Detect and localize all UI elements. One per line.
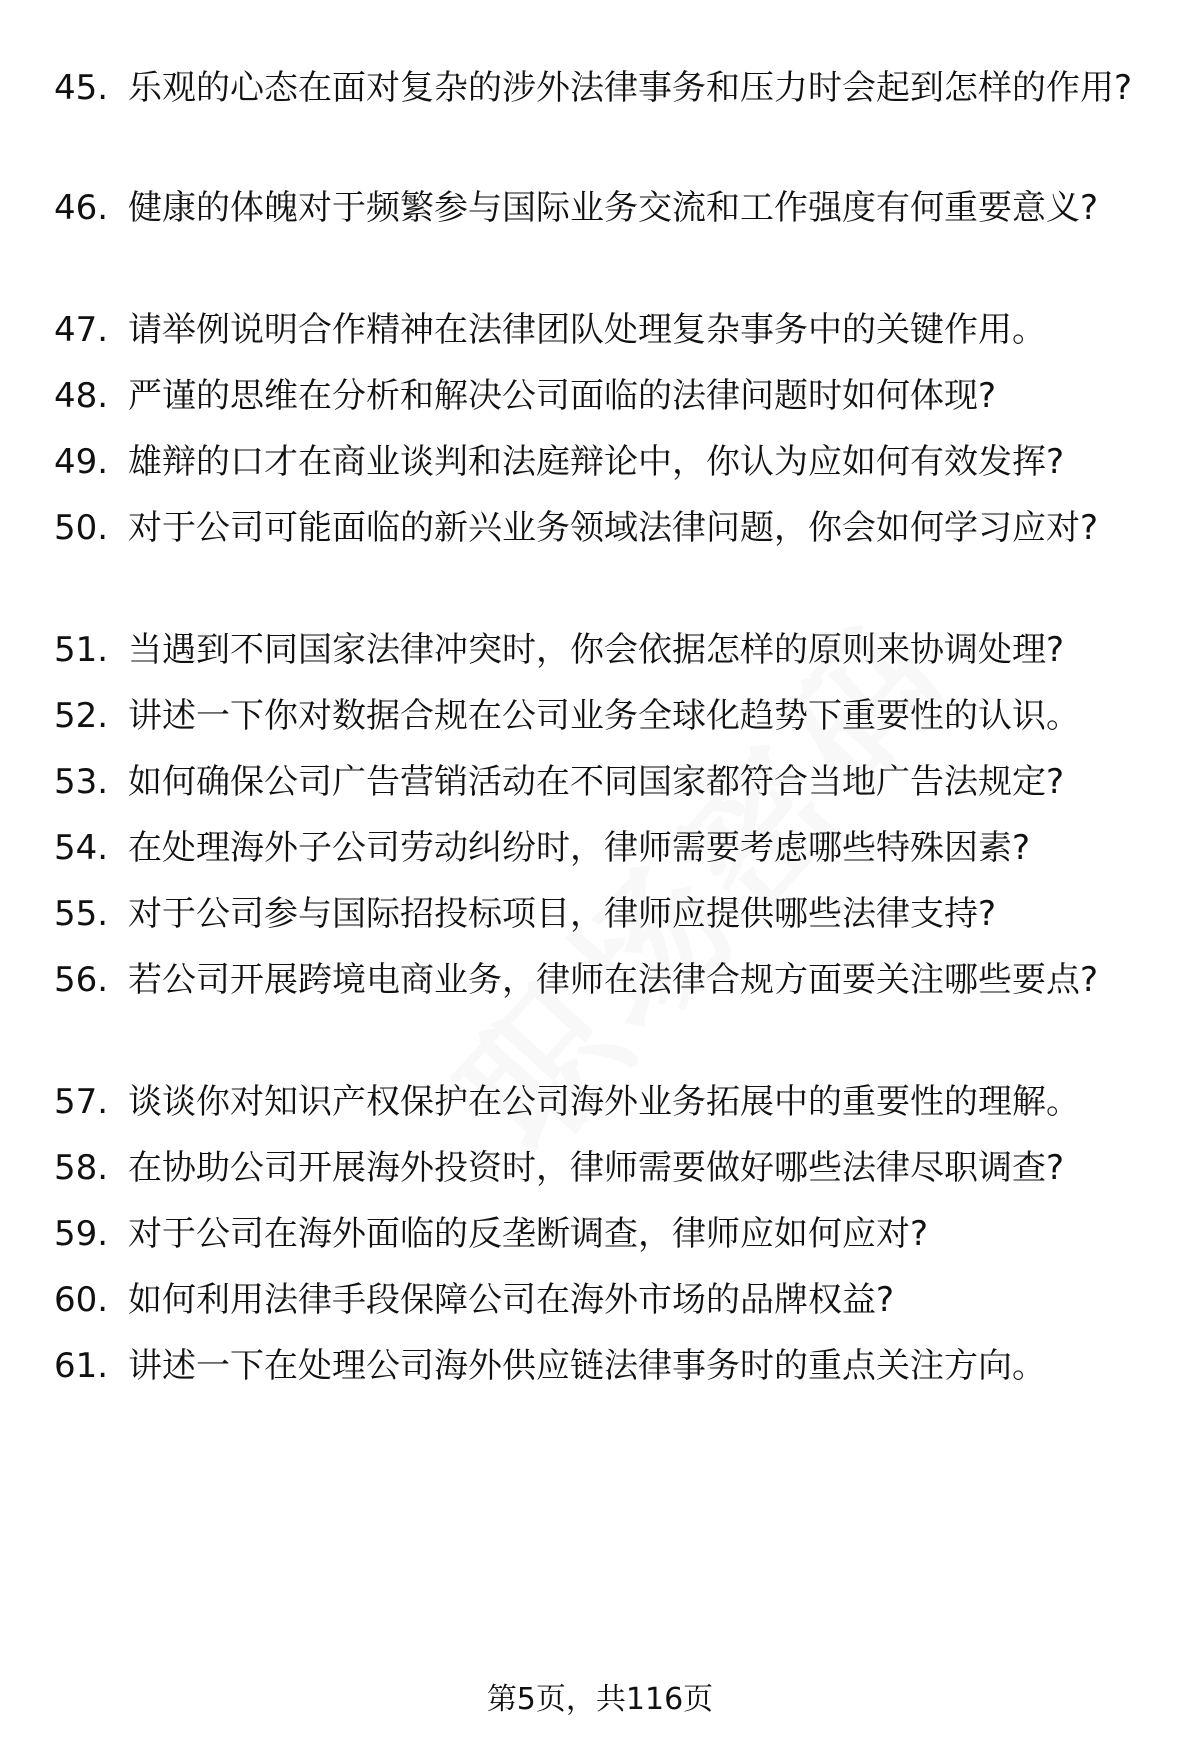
question-number: 57. [54, 1082, 109, 1122]
question-text: 乐观的心态在面对复杂的涉外法律事务和压力时会起到怎样的作用? [128, 68, 1133, 108]
question-number: 59. [54, 1214, 109, 1254]
question-number: 45. [54, 68, 109, 108]
question-text: 严谨的思维在分析和解决公司面临的法律问题时如何体现? [128, 376, 997, 416]
question-text: 在处理海外子公司劳动纠纷时，律师需要考虑哪些特殊因素? [128, 828, 1031, 868]
question-number: 46. [54, 188, 109, 228]
page-number: 第5页，共116页 [486, 1682, 714, 1717]
question-text: 对于公司在海外面临的反垄断调查，律师应如何应对? [128, 1214, 929, 1254]
question-text: 请举例说明合作精神在法律团队处理复杂事务中的关键作用。 [128, 310, 1046, 350]
question-text: 若公司开展跨境电商业务，律师在法律合规方面要关注哪些要点? [128, 960, 1099, 1000]
question-text: 在协助公司开展海外投资时，律师需要做好哪些法律尽职调查? [128, 1148, 1065, 1188]
question-number: 48. [54, 376, 109, 416]
question-text: 对于公司可能面临的新兴业务领域法律问题，你会如何学习应对? [128, 508, 1099, 548]
question-number: 51. [54, 630, 109, 670]
question-number: 56. [54, 960, 109, 1000]
question-text: 讲述一下在处理公司海外供应链法律事务时的重点关注方向。 [128, 1346, 1046, 1386]
question-number: 47. [54, 310, 109, 350]
question-text: 健康的体魄对于频繁参与国际业务交流和工作强度有何重要意义? [128, 188, 1099, 228]
question-number: 58. [54, 1148, 109, 1188]
question-number: 60. [54, 1280, 109, 1320]
question-number: 61. [54, 1346, 109, 1386]
question-number: 50. [54, 508, 109, 548]
question-number: 53. [54, 762, 109, 802]
question-number: 54. [54, 828, 109, 868]
question-text: 谈谈你对知识产权保护在公司海外业务拓展中的重要性的理解。 [128, 1082, 1080, 1122]
question-text: 雄辩的口才在商业谈判和法庭辩论中，你认为应如何有效发挥? [128, 442, 1065, 482]
question-text: 当遇到不同国家法律冲突时，你会依据怎样的原则来协调处理? [128, 630, 1065, 670]
question-text: 如何确保公司广告营销活动在不同国家都符合当地广告法规定? [128, 762, 1065, 802]
question-number: 55. [54, 894, 109, 934]
question-text: 如何利用法律手段保障公司在海外市场的品牌权益? [128, 1280, 895, 1320]
question-number: 49. [54, 442, 109, 482]
question-number: 52. [54, 696, 109, 736]
question-text: 对于公司参与国际招投标项目，律师应提供哪些法律支持? [128, 894, 997, 934]
question-text: 讲述一下你对数据合规在公司业务全球化趋势下重要性的认识。 [128, 696, 1080, 736]
